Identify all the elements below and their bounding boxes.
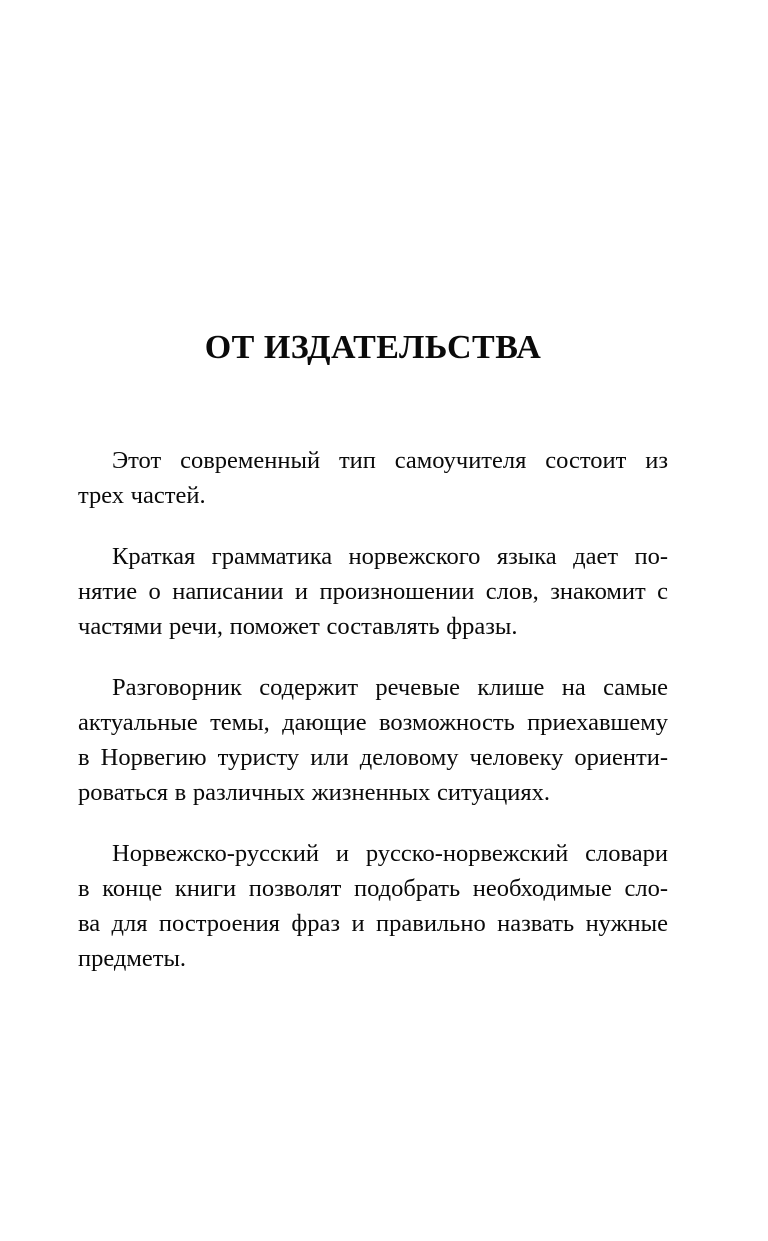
paragraph-line: Норвежско-русский и русско-норвежский словари [112,840,668,867]
paragraph-line: частями речи, поможет составлять фразы. [78,613,518,640]
paragraph [78,836,668,976]
paragraph-line: в Норвегию туристу или деловому человеку ориенти- [78,744,668,771]
text-column [78,0,668,1002]
paragraph-line: Краткая грамматика норвежского языка дает по- [112,543,668,570]
paragraph-line: Разговорник содержит речевые клише на самые [112,674,668,701]
page-title: ОТ ИЗДАТЕЛЬСТВА [204,329,542,366]
paragraph-line: предметы. [78,945,187,972]
paragraph-line: трех частей. [78,482,206,509]
paragraph-line: Этот современный тип самоучителя состоит из [112,447,668,474]
paragraph-line: роваться в различных жизненных ситуациях. [78,779,551,806]
paragraph-line: в конце книги позволят подобрать необходимые сло- [78,875,668,902]
paragraph [78,670,668,810]
paragraph [78,539,668,644]
paragraph-line: актуальные темы, дающие возможность приехавшему [78,709,668,736]
paragraph-line: ва для построения фраз и правильно назвать нужные [78,910,668,937]
paragraph [78,443,668,513]
paragraph-line: нятие о написании и произношении слов, знакомит с [78,578,668,605]
